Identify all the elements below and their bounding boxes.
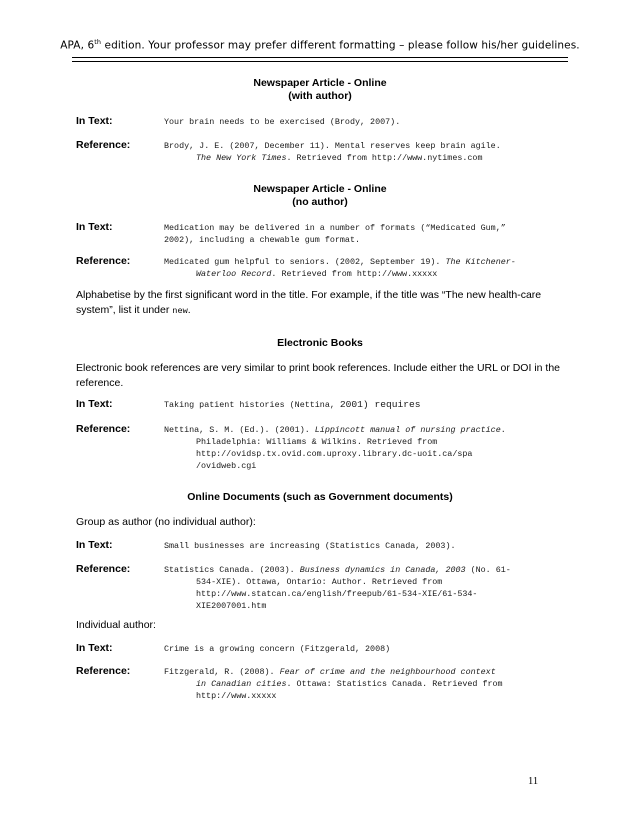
reference-line xyxy=(164,152,501,164)
note-end: . xyxy=(187,304,191,316)
header-rule-thick xyxy=(72,57,568,58)
group-author-label: Group as author (no individual author): xyxy=(76,516,256,528)
reference-italic: in Canadian cities xyxy=(196,679,287,689)
reference-line: http://www.xxxxx xyxy=(196,691,277,701)
reference-line: Philadelphia: Williams & Wilkins. Retrieved from xyxy=(196,437,438,447)
reference-text: . xyxy=(500,425,506,435)
reference-label: Reference: xyxy=(76,255,131,267)
group-in-text: Small businesses are increasing (Statistics Canada, 2003). xyxy=(164,541,456,551)
reference-line xyxy=(164,268,516,280)
alphabetise-note xyxy=(76,288,576,319)
reference-italic: Business dynamics in Canada, 2003 xyxy=(299,565,466,575)
header-text-start: APA, 6 xyxy=(60,39,95,52)
reference-text: . Ottawa: Statistics Canada. Retrieved from xyxy=(286,679,503,689)
reference-italic: Waterloo Record xyxy=(196,269,272,279)
ebooks-reference xyxy=(164,424,506,472)
news-noauthor-reference xyxy=(164,256,516,280)
reference-text: Fitzgerald, R. (2008). xyxy=(164,667,280,677)
reference-italic: The New York Times xyxy=(196,153,287,163)
in-text-label: In Text: xyxy=(76,398,113,410)
page-header xyxy=(60,38,580,52)
section-title-news-author: Newspaper Article - Online xyxy=(253,77,387,89)
section-subtitle-news-noauthor: (no author) xyxy=(292,196,348,208)
in-text-label: In Text: xyxy=(76,539,113,551)
section-title-online-docs: Online Documents (such as Government documents) xyxy=(187,491,453,503)
reference-label: Reference: xyxy=(76,139,131,151)
reference-text: Medicated gum helpful to seniors. (2002, September 19). xyxy=(164,257,446,267)
reference-line xyxy=(164,256,516,268)
reference-text: (No. 61- xyxy=(465,565,511,575)
in-text-part: Taking patient histories (Nettina, xyxy=(164,400,340,410)
reference-line: 534-XIE). Ottawa, Ontario: Author. Retrieved from xyxy=(196,577,443,587)
individual-reference xyxy=(164,666,503,702)
news-author-reference xyxy=(164,140,501,164)
note-word: new xyxy=(172,306,188,316)
reference-line: Brody, J. E. (2007, December 11). Mental reserves keep brain agile. xyxy=(164,141,501,151)
reference-italic: The Kitchener- xyxy=(445,257,516,267)
ebooks-intro: Electronic book references are very similar to print book references. Include either the URL or DOI in the reference. xyxy=(76,362,560,389)
section-title-ebooks: Electronic Books xyxy=(277,337,363,349)
reference-line: XIE2007001.htm xyxy=(196,601,267,611)
news-noauthor-in-text xyxy=(164,222,506,246)
reference-line xyxy=(164,424,506,436)
reference-italic: Lippincott manual of nursing practice xyxy=(314,425,501,435)
reference-line: http://www.statcan.ca/english/freepub/61-534-XIE/61-534- xyxy=(196,589,478,599)
reference-line xyxy=(164,666,503,678)
header-rule-thin xyxy=(72,61,568,62)
page-number: 11 xyxy=(528,776,539,787)
ebooks-in-text xyxy=(164,399,421,411)
individual-author-label: Individual author: xyxy=(76,619,156,631)
reference-text: . Retrieved from http://www.nytimes.com xyxy=(286,153,483,163)
news-author-in-text: Your brain needs to be exercised (Brody, 2007). xyxy=(164,117,401,127)
group-reference xyxy=(164,564,511,612)
reference-text: Nettina, S. M. (Ed.). (2001). xyxy=(164,425,315,435)
reference-line: http://ovidsp.tx.ovid.com.uproxy.library.dc-uoit.ca/spa xyxy=(196,449,473,459)
reference-text: . Retrieved from http://www.xxxxx xyxy=(271,269,438,279)
in-text-label: In Text: xyxy=(76,642,113,654)
reference-line xyxy=(164,678,503,690)
header-text-end: edition. Your professor may prefer different formatting – please follow his/her guidelines. xyxy=(101,39,580,52)
in-text-line: 2002), including a chewable gum format. xyxy=(164,235,361,245)
reference-text: Statistics Canada. (2003). xyxy=(164,565,300,575)
reference-label: Reference: xyxy=(76,423,131,435)
reference-italic: Fear of crime and the neighbourhood context xyxy=(279,667,496,677)
note-text: Alphabetise by the first significant word in the title. For example, if the title was “The new health-care system”, list it under xyxy=(76,289,542,316)
reference-line: /ovidweb.cgi xyxy=(196,461,257,471)
section-title-news-noauthor: Newspaper Article - Online xyxy=(253,183,387,195)
individual-in-text: Crime is a growing concern (Fitzgerald, 2008) xyxy=(164,644,391,654)
section-subtitle-news-author: (with author) xyxy=(288,90,352,102)
in-text-part: 2001) requires xyxy=(339,399,421,410)
header-superscript: th xyxy=(94,38,102,46)
in-text-label: In Text: xyxy=(76,221,113,233)
in-text-line: Medication may be delivered in a number of formats (“Medicated Gum,” xyxy=(164,223,506,233)
reference-line xyxy=(164,564,511,576)
reference-label: Reference: xyxy=(76,665,131,677)
in-text-label: In Text: xyxy=(76,115,113,127)
reference-label: Reference: xyxy=(76,563,131,575)
